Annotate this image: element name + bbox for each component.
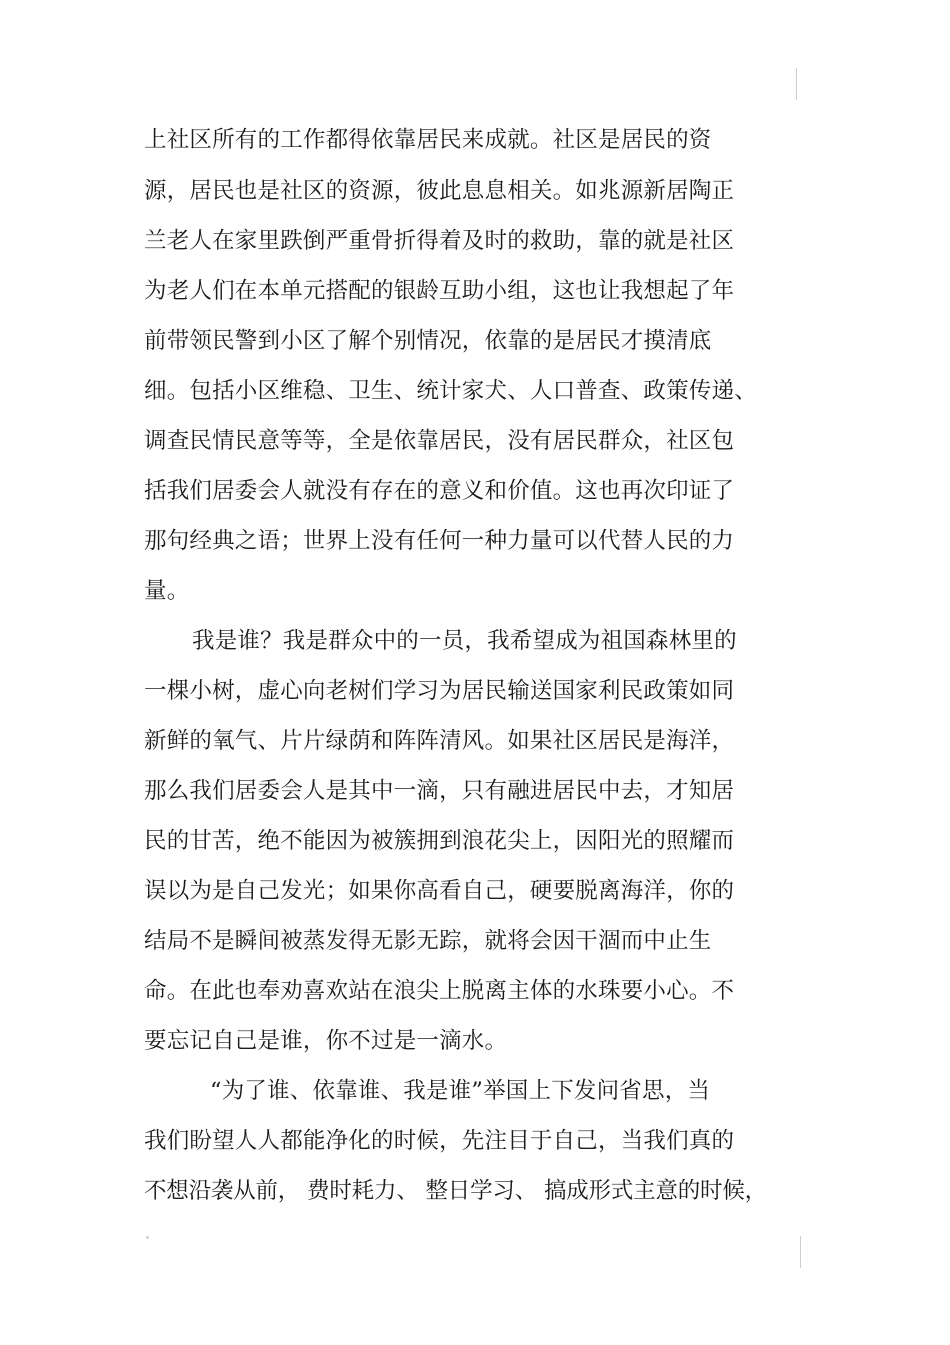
text-line: 调查民情民意等等，全是依靠居民，没有居民群众，社区包 — [144, 428, 735, 454]
text-line: 误以为是自己发光；如果你高看自己，硬要脱离海洋，你的 — [144, 878, 735, 904]
text-line: 兰老人在家里跌倒严重骨折得着及时的救助，靠的就是社区 — [144, 228, 735, 254]
text-line: 要忘记自己是谁，你不过是一滴水。 — [144, 1028, 508, 1054]
paragraph-start-line: 我是谁？我是群众中的一员，我希望成为祖国森林里的 — [192, 628, 737, 654]
text-line: 那么我们居委会人是其中一滴，只有融进居民中去，才知居 — [144, 778, 735, 804]
text-line: 结局不是瞬间被蒸发得无影无踪，就将会因干涸而中止生 — [144, 928, 712, 954]
text-line: 上社区所有的工作都得依靠居民来成就。社区是居民的资 — [144, 127, 712, 153]
text-line: 不想沿袭从前， 费时耗力、 整日学习、 搞成形式主意的时候， — [144, 1178, 767, 1204]
text-line: 新鲜的氧气、片片绿荫和阵阵清风。如果社区居民是海洋， — [144, 728, 735, 754]
text-line: 前带领民警到小区了解个别情况，依靠的是居民才摸清底 — [144, 328, 712, 354]
page-corner-mark-bottom-left — [146, 1236, 149, 1239]
page-corner-mark-bottom-right — [800, 1236, 801, 1268]
text-line: 量。 — [144, 578, 190, 604]
page-corner-mark-top-right — [796, 68, 797, 100]
paragraph-start-line: “为了谁、依靠谁、我是谁”举国上下发问省思，当 — [210, 1078, 711, 1104]
text-line: 源，居民也是社区的资源，彼此息息相关。如兆源新居陶正 — [144, 178, 735, 204]
text-line: 命。在此也奉劝喜欢站在浪尖上脱离主体的水珠要小心。不 — [144, 978, 735, 1004]
text-line: 一棵小树，虚心向老树们学习为居民输送国家利民政策如同 — [144, 678, 735, 704]
text-line: 那句经典之语；世界上没有任何一种力量可以代替人民的力 — [144, 528, 735, 554]
text-line: 我们盼望人人都能净化的时候，先注目于自己，当我们真的 — [144, 1128, 735, 1154]
text-line: 民的甘苦，绝不能因为被簇拥到浪花尖上，因阳光的照耀而 — [144, 828, 735, 854]
text-line: 为老人们在本单元搭配的银龄互助小组，这也让我想起了年 — [144, 278, 735, 304]
text-line: 括我们居委会人就没有存在的意义和价值。这也再次印证了 — [144, 478, 735, 504]
text-line: 细。包括小区维稳、卫生、统计家犬、人口普查、政策传递、 — [144, 378, 757, 404]
